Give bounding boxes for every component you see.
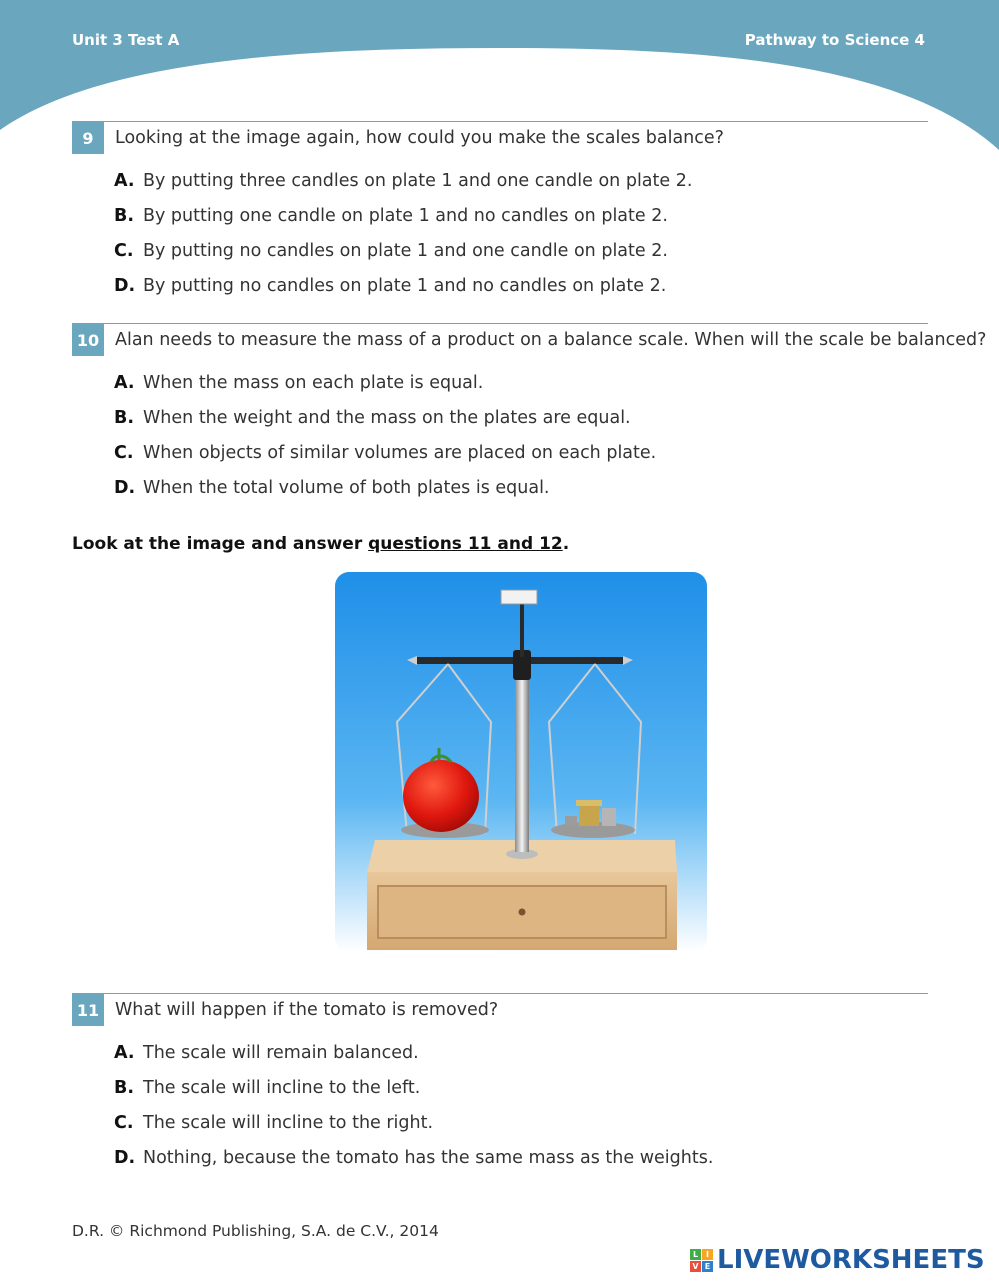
option-text: When the mass on each plate is equal.	[143, 373, 484, 393]
option-letter: D.	[114, 1148, 136, 1168]
option-letter: D.	[114, 276, 136, 296]
answer-option-b[interactable]	[114, 408, 656, 443]
question-number: 10	[72, 324, 104, 356]
answer-options	[114, 171, 692, 311]
question-number: 11	[72, 994, 104, 1026]
answer-option-a[interactable]	[114, 373, 656, 408]
option-text: When the total volume of both plates is equal.	[143, 478, 550, 498]
option-letter: A.	[114, 373, 135, 393]
option-letter: C.	[114, 1113, 134, 1133]
answer-options	[114, 373, 656, 513]
weight-medium	[602, 808, 616, 826]
answer-option-d[interactable]	[114, 1148, 713, 1183]
option-text: The scale will remain balanced.	[143, 1043, 419, 1063]
question-divider	[72, 121, 928, 122]
option-text: By putting no candles on plate 1 and no candles on plate 2.	[143, 276, 667, 296]
balance-scale-image	[335, 572, 707, 952]
question-number: 9	[72, 122, 104, 154]
question-divider	[72, 993, 928, 994]
option-text: By putting no candles on plate 1 and one candle on plate 2.	[143, 241, 668, 261]
answer-option-b[interactable]	[114, 206, 692, 241]
option-letter: A.	[114, 171, 135, 191]
tomato	[403, 760, 479, 832]
weight-small	[565, 816, 577, 826]
image-instruction	[72, 534, 569, 554]
instruction-prefix: Look at the image and answer	[72, 534, 369, 554]
answer-option-d[interactable]	[114, 478, 656, 513]
liveworksheets-logo-icon: L I V E	[690, 1249, 713, 1272]
question-text: Alan needs to measure the mass of a product on a balance scale. When will the scale be balanced?	[115, 330, 987, 350]
copyright-notice: D.R. © Richmond Publishing, S.A. de C.V., 2014	[72, 1222, 439, 1240]
instruction-questions-link: questions 11 and 12	[368, 534, 563, 554]
liveworksheets-brand[interactable]	[690, 1244, 985, 1276]
weight-large	[579, 804, 599, 826]
question-text: What will happen if the tomato is removed?	[115, 1000, 499, 1020]
option-text: When objects of similar volumes are placed on each plate.	[143, 443, 657, 463]
option-letter: B.	[114, 408, 134, 428]
option-letter: B.	[114, 1078, 134, 1098]
scale-pillar	[515, 672, 529, 852]
answer-option-c[interactable]	[114, 1113, 713, 1148]
brand-wordmark: LIVEWORKSHEETS	[717, 1245, 985, 1275]
header-unit-title: Unit 3 Test A	[72, 31, 180, 49]
answer-option-c[interactable]	[114, 443, 656, 478]
option-text: The scale will incline to the left.	[143, 1078, 421, 1098]
drawer-knob	[519, 909, 526, 916]
option-text: By putting three candles on plate 1 and one candle on plate 2.	[143, 171, 693, 191]
instruction-suffix: .	[562, 534, 570, 554]
question-divider	[72, 323, 928, 324]
answer-option-c[interactable]	[114, 241, 692, 276]
answer-option-d[interactable]	[114, 276, 692, 311]
answer-option-a[interactable]	[114, 171, 692, 206]
pointer-scale	[501, 590, 537, 604]
option-text: When the weight and the mass on the plates are equal.	[143, 408, 631, 428]
option-letter: D.	[114, 478, 136, 498]
answer-option-b[interactable]	[114, 1078, 713, 1113]
option-letter: C.	[114, 241, 134, 261]
option-letter: C.	[114, 443, 134, 463]
answer-option-a[interactable]	[114, 1043, 713, 1078]
option-text: By putting one candle on plate 1 and no candles on plate 2.	[143, 206, 668, 226]
question-text: Looking at the image again, how could you make the scales balance?	[115, 128, 724, 148]
option-text: The scale will incline to the right.	[143, 1113, 434, 1133]
option-text: Nothing, because the tomato has the same mass as the weights.	[143, 1148, 714, 1168]
option-letter: B.	[114, 206, 134, 226]
option-letter: A.	[114, 1043, 135, 1063]
header-book-title: Pathway to Science 4	[744, 31, 925, 49]
answer-options	[114, 1043, 713, 1183]
